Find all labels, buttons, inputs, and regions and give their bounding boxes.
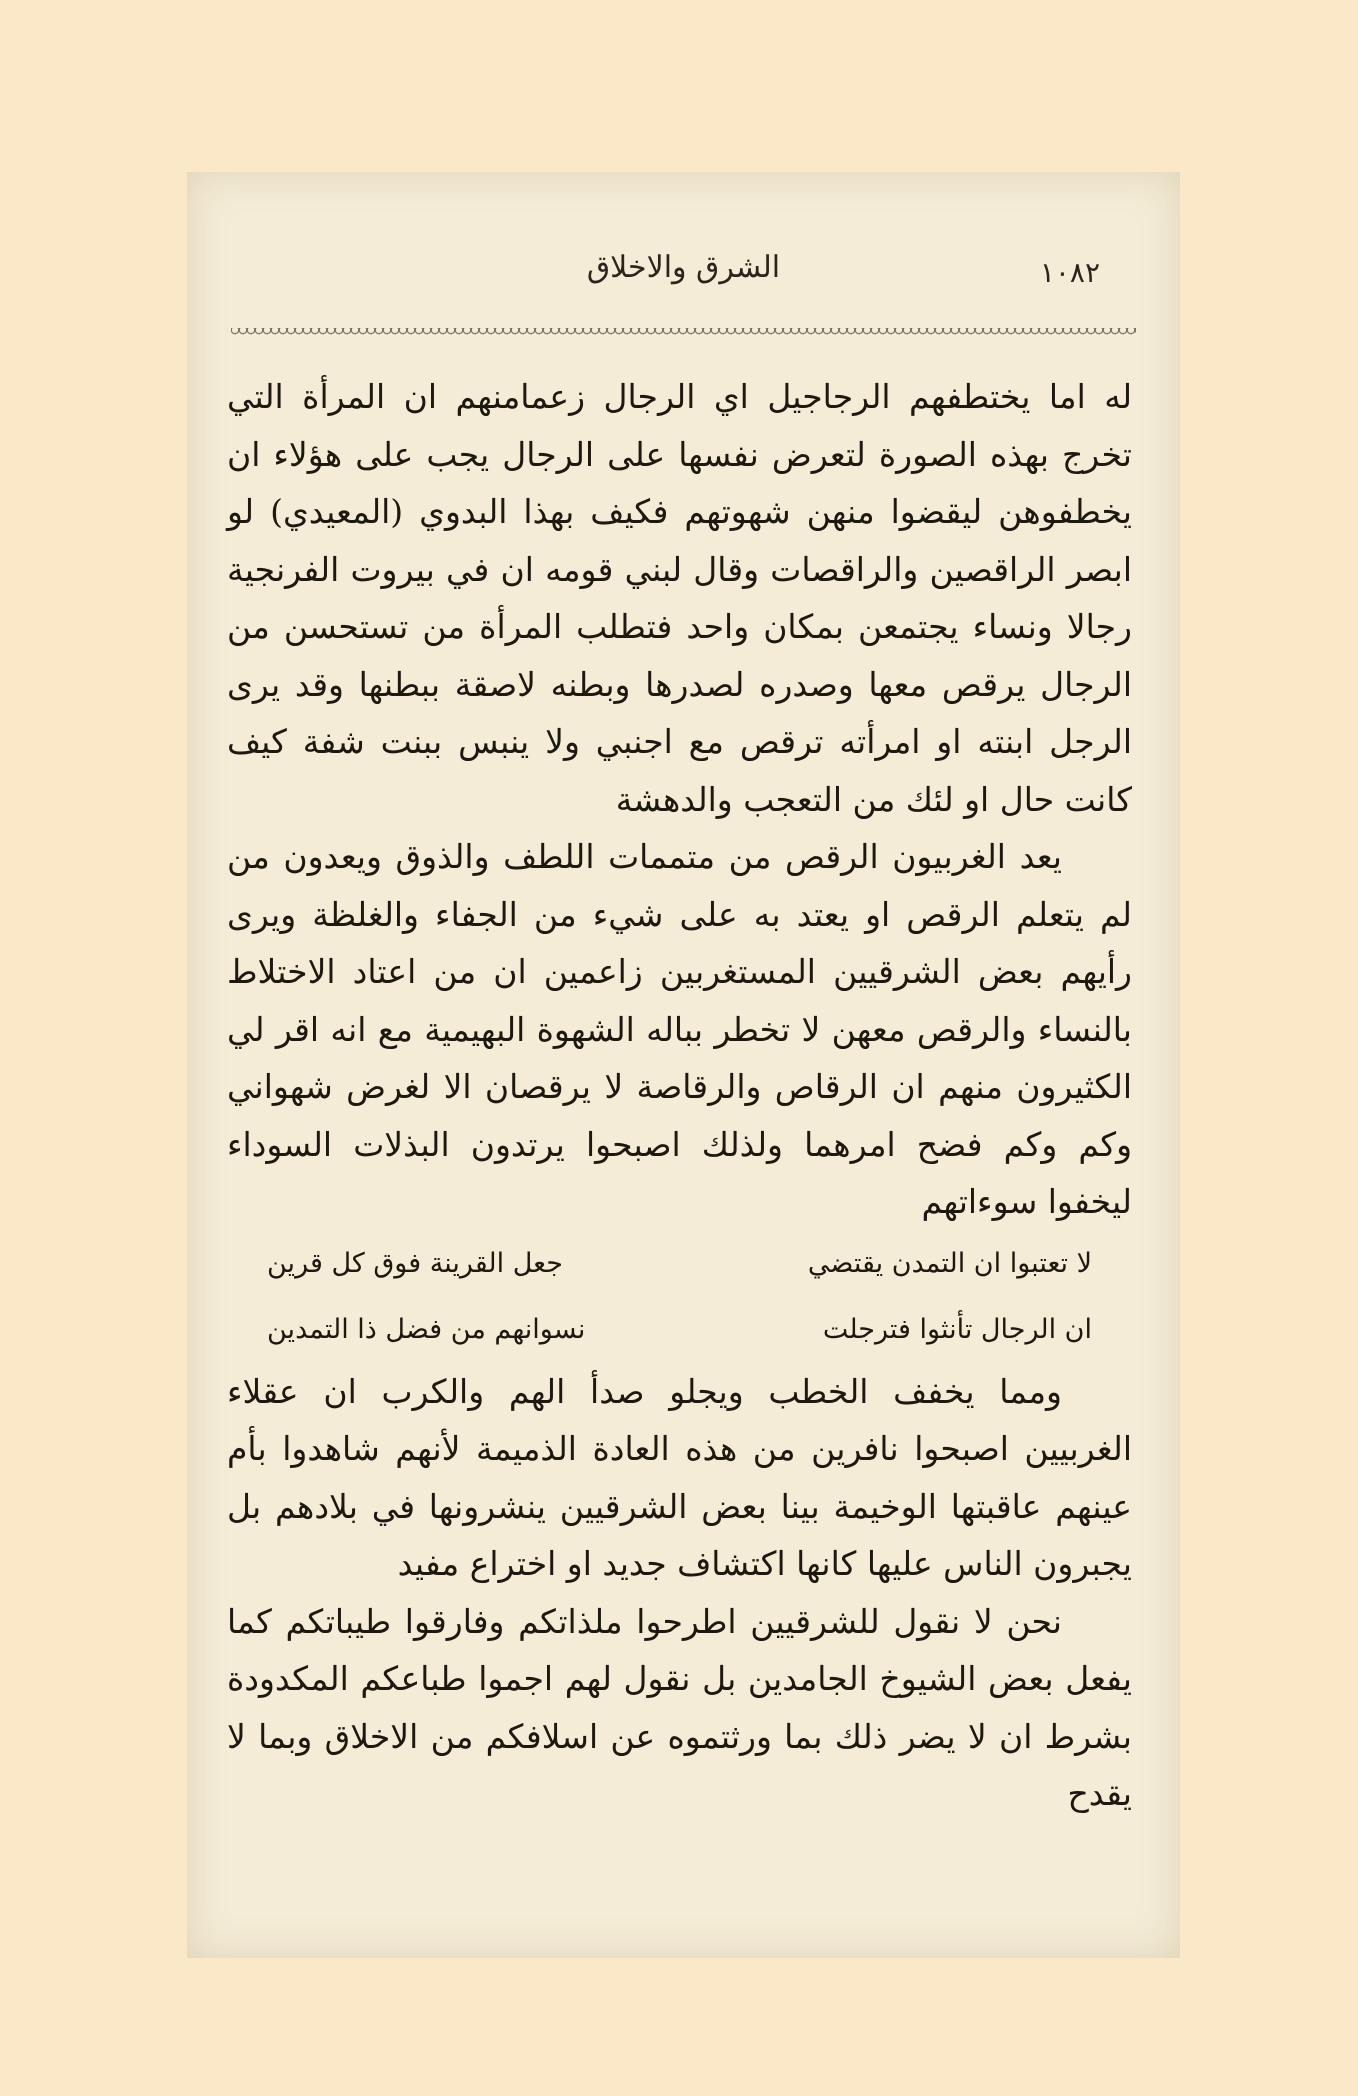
running-head: الشرق والاخلاق [586, 250, 781, 285]
paragraph-4: نحن لا نقول للشرقيين اطرحوا ملذاتكم وفارقوا طيباتكم كما يفعل بعض الشيوخ الجامدين بل نقول لهم اجموا طباعكم المكدودة بشرط ان لا يضر ذلك بما ورثتموه عن اسلافكم من الاخلاق وبما لا يقدح [227, 1601, 1132, 1813]
verse-second-hemistich: نسوانهم من فضل ذا التمدين [267, 1313, 586, 1345]
verse-first-hemistich: لا تعتبوا ان التمدن يقتضي [807, 1247, 1092, 1279]
paragraph-2: يعد الغربيون الرقص من متممات اللطف والذوق ويعدون من لم يتعلم الرقص او يعتد به على شيء من الجفاء والغلظة ويرى رأيهم بعض الشرقيين المستغربين زاعمين ان من اعتاد الاختلاط بالنساء والرقص معهن لا تخطر بباله الشهوة البهيمية مع انه اقر لي الكثيرون منهم ان الرقاص والرقاصة لا يرقصان الا لغرض شهواني وكم وكم فضح امرهما ولذلك اصبحوا يرتدون البذلات السوداء ليخفوا سوءاتهم [227, 837, 1132, 1221]
paragraph-3: ومما يخفف الخطب ويجلو صدأ الهم والكرب ان عقلاء الغربيين اصبحوا نافرين من هذه العادة الذميمة لأنهم شاهدوا بأم عينهم عاقبتها الوخيمة بينا بعض الشرقيين ينشرونها في بلادهم بل يجبرون الناس عليها كانها اكتشاف جديد او اختراع مفيد [227, 1371, 1132, 1583]
wavy-divider [231, 328, 1136, 340]
paragraph-1: له اما يختطفهم الرجاجيل اي الرجال زعمامنهم ان المرأة التي تخرج بهذه الصورة لتعرض نفسها على الرجال يجب على هؤلاء ان يخطفوهن ليقضوا منهن شهوتهم فكيف بهذا البدوي (المعيدي) لو ابصر الراقصين والراقصات وقال لبني قومه ان في بيروت الفرنجية رجالا ونساء يجتمعن بمكان واحد فتطلب المرأة من تستحسن من الرجال يرقص معها وصدره لصدرها وبطنه لاصقة ببطنها وقد يرى الرجل ابنته او امرأته ترقص مع اجنبي ولا ينبس ببنت شفة كيف كانت حال او لئك من التعجب والدهشة [227, 377, 1132, 819]
book-page [187, 172, 1180, 1958]
poem [227, 1231, 1132, 1363]
verse-line [227, 1297, 1132, 1363]
page-number: ١٠٨٢ [1039, 256, 1100, 289]
verse-first-hemistich: ان الرجال تأنثوا فترجلت [822, 1313, 1092, 1345]
body-text [227, 368, 1132, 1823]
page-header [187, 250, 1180, 300]
verse-second-hemistich: جعل القرينة فوق كل قرين [267, 1247, 563, 1279]
verse-line [227, 1231, 1132, 1297]
